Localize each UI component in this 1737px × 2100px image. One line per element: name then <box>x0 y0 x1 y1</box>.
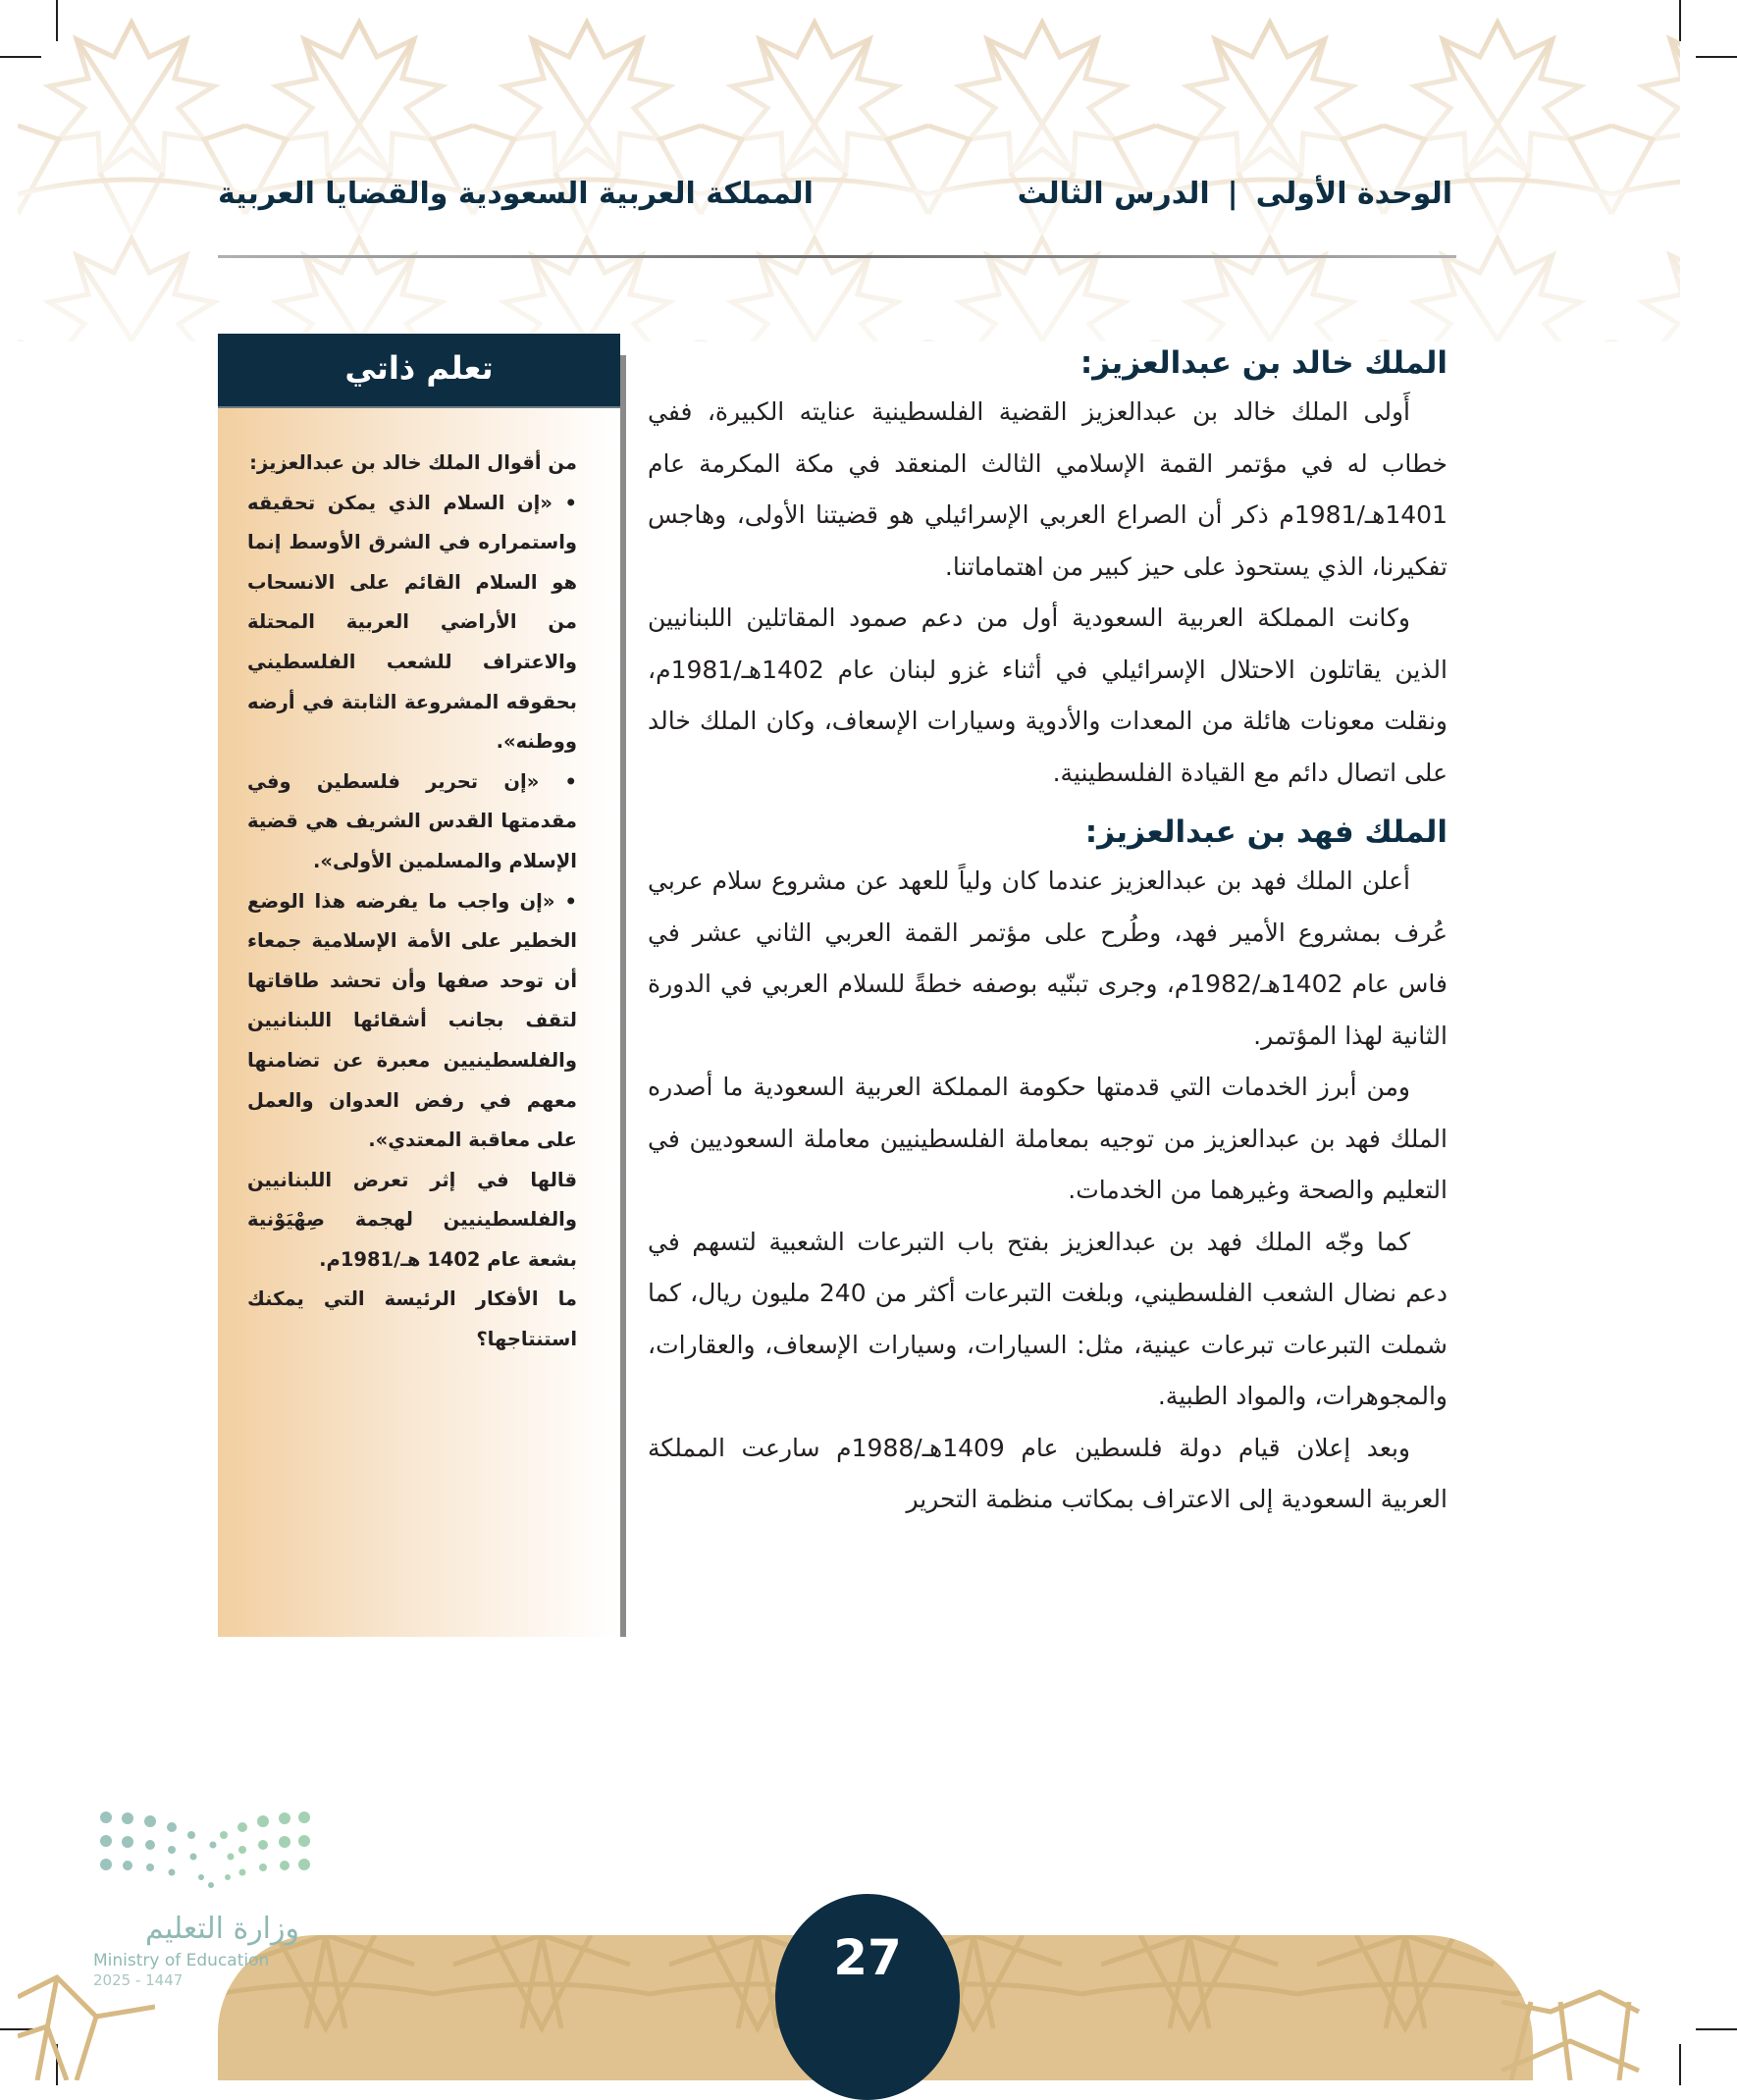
edition-year: 2025 - 1447 <box>93 1971 184 1989</box>
page-number: 27 <box>833 1929 902 1986</box>
ministry-name-arabic: وزارة التعليم <box>144 1912 299 1946</box>
paragraph: ومن أبرز الخدمات التي قدمتها حكومة المملكة العربية السعودية ما أصدره الملك فهد بن عبدالعزيز من توجيه بمعاملة الفلسطينيين معاملة السعوديين في التعليم والصحة وغيرهما من الخدمات. <box>648 1073 1448 1204</box>
unit-label: الوحدة الأولى <box>1255 177 1452 211</box>
section-heading-king-fahd: الملك فهد بن عبدالعزيز: <box>1084 814 1448 850</box>
quote-item: • «إن تحرير فلسطين وفي مقدمتها القدس الشريف هي قضية الإسلام والمسلمين الأولى». <box>247 769 577 872</box>
sidebar-context: قالها في إثر تعرض اللبنانيين والفلسطينيين لهجمة صِهْيَوْنية بشعة عام 1402 هـ/1981م. <box>247 1168 577 1271</box>
header-separator: | <box>1227 177 1238 211</box>
ministry-dots-icon <box>93 1806 319 1889</box>
paragraph: وبعد إعلان قيام دولة فلسطين عام 1409هـ/1988م سارعت المملكة العربية السعودية إلى الاعتراف بمكاتب منظمة التحرير <box>648 1433 1448 1513</box>
quote-item: • «إن السلام الذي يمكن تحقيقه واستمراره في الشرق الأوسط إنما هو السلام القائم على الانسحاب من الأراضي العربية المحتلة والاعتراف للشعب الفلسطيني بحقوقه المشروعة الثابتة في أرضه ووطنه». <box>247 491 577 754</box>
footer-pattern-right-icon <box>1472 1963 1678 2080</box>
ministry-name-english: Ministry of Education <box>93 1951 270 1970</box>
ministry-logo <box>93 1806 319 1989</box>
quote-item: • «إن واجب ما يفرضه هذا الوضع الخطير على الأمة الإسلامية جمعاء أن توحد صفها وأن تحشد طاقاتها لتقف بجانب أشقائها اللبنانيين والفلسطينيين معبرة عن تضامنها معهم في رفض العدوان والعمل على معاقبة المعتدي». <box>247 889 577 1152</box>
header-divider <box>218 255 1456 258</box>
sidebar-question: ما الأفكار الرئيسة التي يمكنك استنتاجها؟ <box>247 1287 577 1351</box>
page-number-badge <box>775 1894 960 2100</box>
paragraph: أعلن الملك فهد بن عبدالعزيز عندما كان ولياً للعهد عن مشروع سلام عربي عُرف بمشروع الأمير فهد، وطُرح على مؤتمر القمة العربي الثاني عشر في فاس عام 1402هـ/1982م، وجرى تبنّيه بوصفه خطةً للسلام العربي في الدورة الثانية لهذا المؤتمر. <box>648 866 1448 1050</box>
self-learning-title: تعلم ذاتي <box>344 349 494 387</box>
self-learning-box <box>218 334 620 1637</box>
running-header <box>218 177 1452 226</box>
section-heading-king-khalid: الملك خالد بن عبدالعزيز: <box>1079 345 1448 381</box>
paragraph: أَولى الملك خالد بن عبدالعزيز القضية الفلسطينية عنايته الكبيرة، ففي خطاب له في مؤتمر القمة الإسلامي الثالث المنعقد في مكة المكرمة عام 1401هـ/1981م ذكر أن الصراع العربي الإسرائيلي هو قضيتنا الأولى، وهاجس تفكيرنا، الذي يستحوذ على حيز كبير من اهتماماتنا. <box>648 397 1448 581</box>
paragraph: وكانت المملكة العربية السعودية أول من دعم صمود المقاتلين اللبنانيين الذين يقاتلون الاحتلال الإسرائيلي في أثناء غزو لبنان عام 1402هـ/1981م، ونقلت معونات هائلة من المعدات والأدوية وسيارات الإسعاف، وكان الملك خالد على اتصال دائم مع القيادة الفلسطينية. <box>648 604 1448 787</box>
box-shadow <box>620 355 626 1637</box>
self-learning-title-bar <box>218 334 620 408</box>
paragraph: كما وجّه الملك فهد بن عبدالعزيز بفتح باب التبرعات الشعبية لتسهم في دعم نضال الشعب الفلسطيني، وبلغت التبرعات أكثر من 240 مليون ريال، كما شملت التبرعات تبرعات عينية، مثل: السيارات، وسيارات الإسعاف، والعقارات، والمجوهرات، والمواد الطبية. <box>648 1227 1448 1410</box>
crop-mark <box>1696 56 1737 58</box>
main-content <box>648 340 1448 1526</box>
lesson-label: الدرس الثالث <box>1017 177 1210 211</box>
unit-lesson-label <box>1018 177 1452 211</box>
crop-mark <box>1679 2044 1681 2085</box>
self-learning-body <box>218 408 620 1637</box>
crop-mark <box>1696 2028 1737 2030</box>
sidebar-intro: من أقوال الملك خالد بن عبدالعزيز: <box>249 451 577 474</box>
chapter-title: المملكة العربية السعودية والقضايا العربية <box>218 177 814 211</box>
